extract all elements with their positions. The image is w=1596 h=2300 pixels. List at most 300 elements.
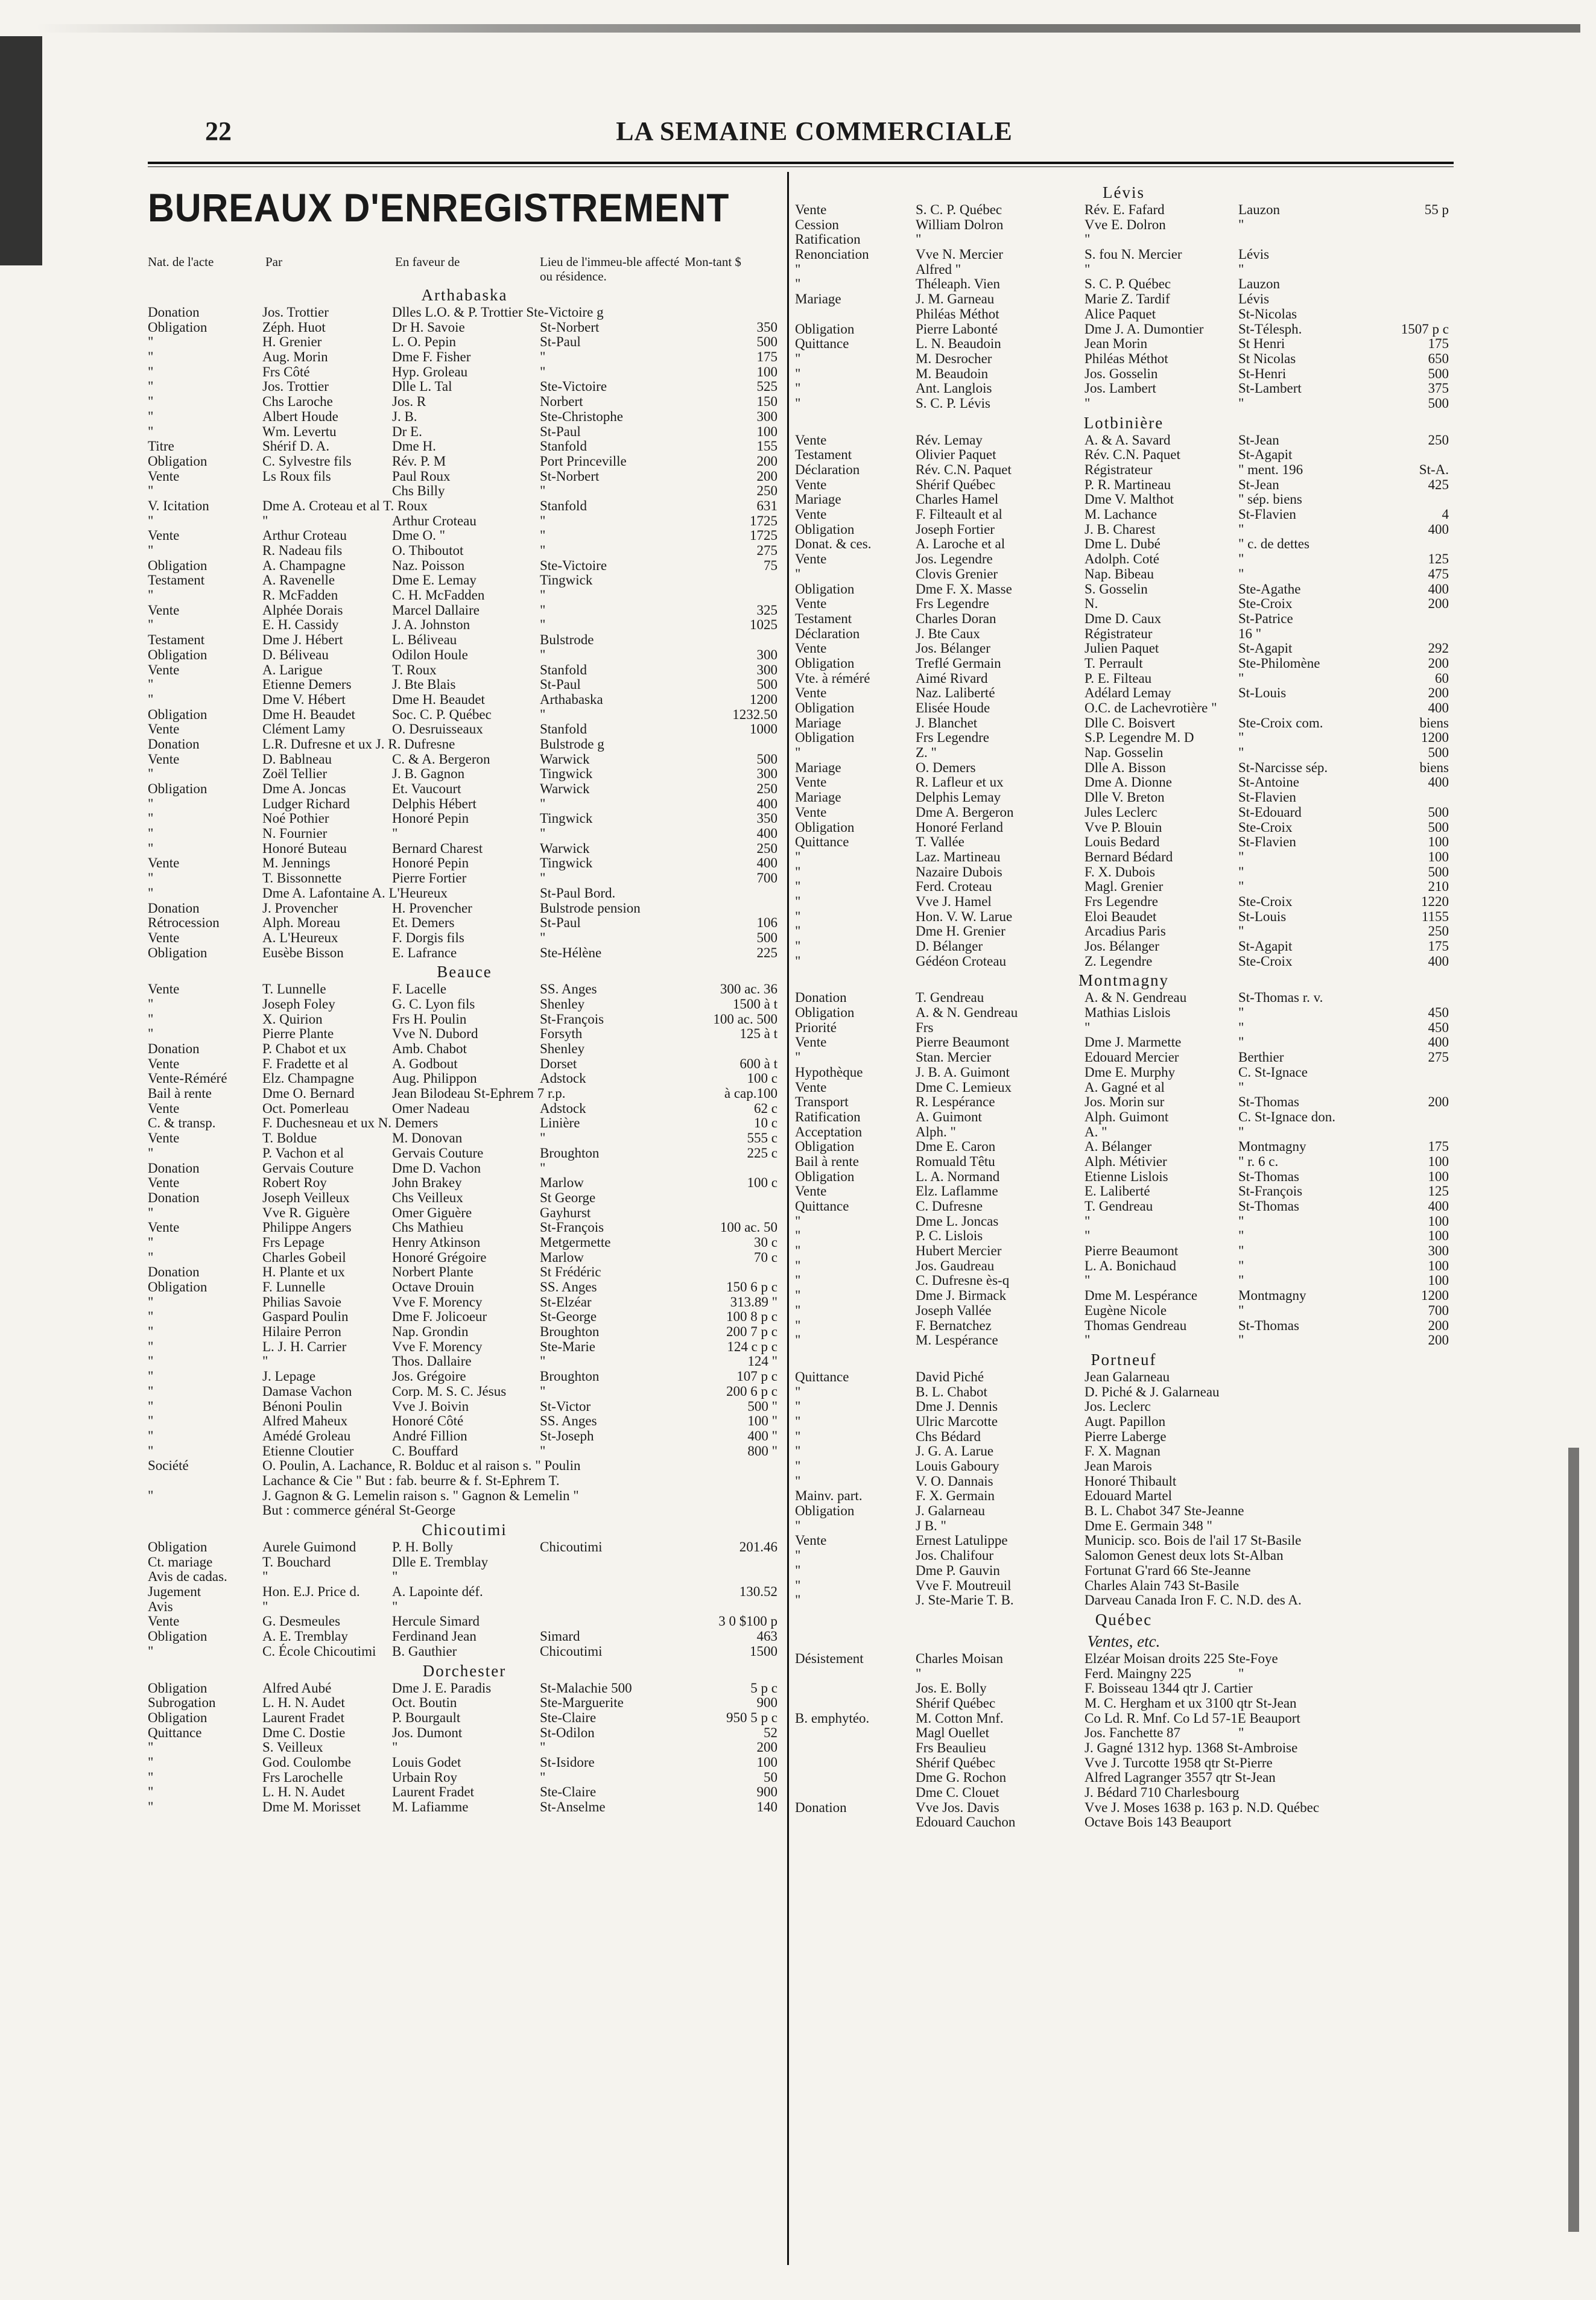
amount: 600 à t	[739, 1056, 777, 1071]
amount: 500	[1428, 366, 1449, 381]
location: St-Louis	[1238, 908, 1287, 924]
act-type: "	[148, 543, 154, 558]
party-by: David Piché	[916, 1369, 984, 1384]
party-favour: Jos. Leclerc	[1085, 1399, 1151, 1415]
act-type: "	[148, 1799, 154, 1814]
location: "	[1238, 923, 1244, 939]
amount	[691, 1206, 781, 1221]
party-by: Vve F. Moutreuil	[916, 1577, 1012, 1593]
location	[1238, 1474, 1398, 1489]
location: "	[540, 706, 546, 722]
amount: 400	[1428, 1199, 1449, 1214]
registry-entry	[795, 1319, 1452, 1334]
party-favour: Dlle E. Tremblay	[392, 1554, 489, 1570]
registry-entry	[795, 1385, 1452, 1400]
registry-entry	[795, 1726, 1452, 1741]
party-by: Alph. Moreau	[262, 915, 341, 931]
act-type: "	[795, 939, 801, 954]
act-type: Vente	[795, 1183, 827, 1199]
location: Simard	[540, 1629, 580, 1644]
act-type: "	[148, 870, 154, 886]
party-by: A. E. Tremblay	[262, 1629, 348, 1644]
party-by: Elz. Champagne	[262, 1071, 355, 1086]
act-type: Donation	[148, 736, 200, 752]
party-favour: Dme L. Dubé	[1085, 536, 1161, 552]
district-title: Beauce	[437, 963, 492, 981]
registry-entry	[795, 1095, 1452, 1110]
party-favour: Jos. Dumont	[392, 1725, 463, 1740]
act-type: "	[795, 1288, 801, 1304]
party-favour: A. & A. Savard	[1085, 432, 1171, 448]
registry-entry	[148, 1071, 781, 1086]
party-by: Dme H. Beaudet	[262, 706, 355, 722]
registry-entry	[795, 1815, 1452, 1830]
amount: 1155	[1421, 908, 1449, 924]
registry-entry	[795, 1139, 1452, 1155]
party-favour: Urbain Roy	[392, 1769, 457, 1785]
registry-entry	[795, 641, 1452, 656]
location: St-Antoine	[1238, 775, 1299, 790]
act-type: Hypothèque	[795, 1064, 863, 1080]
amount: 275	[1428, 1050, 1449, 1065]
registry-entry	[795, 1563, 1452, 1579]
act-type: Vente	[795, 775, 827, 790]
party-by: Shérif D. A.	[262, 439, 330, 454]
location: Berthier	[1238, 1050, 1284, 1065]
registry-entry	[795, 1756, 1452, 1771]
act-type: "	[795, 1473, 801, 1489]
registry-entry	[148, 1191, 781, 1206]
party-favour: Vve P. Blouin	[1085, 819, 1162, 835]
registry-entry	[795, 910, 1452, 925]
amount	[1398, 1593, 1452, 1608]
act-type: Vente	[148, 468, 180, 484]
party-favour: Pierre Laberge	[1085, 1428, 1167, 1444]
act-type: "	[148, 1383, 154, 1399]
amount: 300 ac. 36	[720, 981, 777, 997]
act-type: "	[795, 276, 801, 292]
party-by: "	[916, 232, 922, 247]
location: St-Patrice	[1238, 610, 1293, 626]
party-by: Dme A. Joncas	[262, 781, 346, 796]
amount: 100	[1428, 1153, 1449, 1169]
amount: 450	[1428, 1005, 1449, 1021]
amount: 100	[1428, 1168, 1449, 1184]
location	[540, 305, 691, 320]
party-favour: Adélard Lemay	[1085, 685, 1171, 701]
party-favour	[392, 1489, 540, 1504]
party-favour: Darveau Canada Iron F. C. N.D. des A.	[1085, 1592, 1302, 1608]
act-type: "	[795, 261, 801, 277]
party-by: Frs Beaulieu	[916, 1740, 986, 1755]
party-by: J. B. A. Guimont	[916, 1064, 1010, 1080]
party-by: L. H. N. Audet	[262, 1784, 345, 1800]
party-by: Dme P. Gauvin	[916, 1562, 1000, 1578]
party-favour: Jos. R	[392, 394, 426, 410]
party-favour: A. "	[1085, 1124, 1107, 1139]
location	[1238, 1815, 1398, 1830]
amount	[691, 1503, 781, 1518]
amount: 200	[1428, 685, 1449, 701]
party-favour: Laurent Fradet	[392, 1784, 475, 1800]
party-by: L.R. Dufresne et ux J. R. Dufresne	[262, 736, 455, 752]
party-by: Dme C. Clouet	[916, 1785, 999, 1801]
amount: 4	[1442, 507, 1449, 522]
act-type: Donation	[148, 1160, 200, 1176]
party-favour: A. & N. Gendreau	[1085, 990, 1187, 1006]
location: Ste-Agathe	[1238, 581, 1301, 597]
amount	[1398, 1065, 1452, 1080]
location: Warwick	[540, 781, 590, 796]
party-favour: B. Gauthier	[392, 1643, 457, 1659]
registry-entry	[148, 1042, 781, 1057]
registry-entry	[148, 737, 781, 752]
party-favour: S. fou N. Mercier	[1085, 247, 1182, 262]
act-type: "	[795, 1273, 801, 1288]
registry-entry	[795, 939, 1452, 954]
location: Norbert	[540, 394, 583, 410]
act-type: "	[148, 1428, 154, 1443]
amount: 62 c	[754, 1100, 777, 1116]
party-favour: Eloi Beaudet	[1085, 908, 1157, 924]
location: Dorset	[540, 1056, 577, 1071]
location: "	[540, 528, 546, 543]
registry-entry	[795, 1801, 1452, 1816]
amount: 175	[756, 349, 777, 365]
party-by: Ernest Latulippe	[916, 1533, 1008, 1548]
registry-entry	[795, 746, 1452, 761]
registry-entry	[795, 292, 1452, 307]
amount: 250	[1428, 923, 1449, 939]
party-by: Dme A. Croteau et al T. Roux	[262, 498, 428, 513]
act-type: Vente	[795, 641, 827, 656]
registry-entry	[148, 1785, 781, 1800]
location: Ste-Claire	[540, 1784, 597, 1800]
amount	[691, 1600, 781, 1615]
party-by: But : commerce général St-George	[262, 1503, 456, 1518]
scan-edge-top	[36, 24, 1580, 33]
act-type: Obligation	[148, 557, 207, 573]
party-by: Vve J. Hamel	[916, 893, 992, 909]
party-favour: Octave Drouin	[392, 1279, 475, 1294]
registry-entry	[148, 1012, 781, 1027]
registry-entry	[795, 1533, 1452, 1548]
registry-entry	[148, 410, 781, 425]
party-favour: Nap. Grondin	[392, 1324, 469, 1340]
party-favour: P. E. Filteau	[1085, 670, 1152, 686]
act-type: "	[795, 1518, 801, 1533]
act-type: Vte. à réméré	[795, 670, 870, 686]
party-favour: S.P. Legendre M. D	[1085, 730, 1194, 746]
act-type: Donation	[148, 1190, 200, 1205]
amount	[1398, 990, 1452, 1006]
location	[1238, 1741, 1398, 1756]
amount	[1398, 1444, 1452, 1459]
registry-entry	[148, 1280, 781, 1295]
location: St-Thomas r. v.	[1238, 990, 1323, 1006]
registry-entry	[795, 954, 1452, 969]
registry-entry	[148, 1354, 781, 1369]
party-favour: Dme M. Lespérance	[1085, 1288, 1198, 1304]
party-favour: Vve F. Morency	[392, 1294, 483, 1310]
party-favour: "	[1085, 1228, 1091, 1244]
registry-entry	[148, 1540, 781, 1555]
act-type: "	[148, 1026, 154, 1042]
act-type: "	[795, 1562, 801, 1578]
amount: 450	[1428, 1019, 1449, 1035]
location: Ste-Croix	[1238, 819, 1293, 835]
party-favour: L. O. Pepin	[392, 334, 457, 350]
location: St-Flavien	[1238, 834, 1296, 850]
act-type	[795, 1785, 916, 1801]
act-type: "	[148, 996, 154, 1012]
party-favour: M. Donovan	[392, 1130, 463, 1146]
registry-entry	[795, 1304, 1452, 1319]
registry-entry	[795, 1288, 1452, 1304]
act-type	[795, 307, 916, 322]
amount	[691, 1459, 781, 1474]
location	[1238, 1519, 1398, 1534]
party-by: Amédé Groleau	[262, 1428, 351, 1443]
location: "	[1238, 1079, 1244, 1095]
act-type: "	[795, 1443, 801, 1459]
act-type: V. Icitation	[148, 498, 209, 513]
party-favour: Alph. Métivier	[1085, 1153, 1167, 1169]
party-by: Honoré Buteau	[262, 840, 347, 856]
amount: 700	[756, 870, 777, 886]
act-type: "	[148, 1234, 154, 1250]
location: "	[1238, 670, 1244, 686]
act-type: "	[148, 796, 154, 811]
location: St-Norbert	[540, 319, 600, 335]
party-by: Alfred "	[916, 261, 961, 277]
amount: 555 c	[747, 1130, 777, 1146]
registry-entry	[795, 1050, 1452, 1065]
location: Tingwick	[540, 811, 593, 826]
location	[1238, 1681, 1398, 1696]
party-favour: Jean Galarneau	[1085, 1369, 1170, 1384]
party-by: Dme F. X. Masse	[916, 581, 1012, 597]
party-by: F. Fradette et al	[262, 1056, 349, 1071]
amount: 500	[756, 930, 777, 945]
party-by: Zéph. Huot	[262, 319, 326, 335]
party-favour: Oct. Boutin	[392, 1695, 457, 1711]
act-type: Mainv. part.	[795, 1488, 863, 1504]
act-type: "	[148, 423, 154, 439]
party-by: "	[262, 513, 268, 528]
registry-entry	[795, 671, 1452, 686]
location	[540, 1570, 691, 1585]
amount: biens	[1419, 759, 1449, 775]
registry-entry	[795, 597, 1452, 612]
amount: 100	[1428, 1213, 1449, 1229]
location: "	[540, 1160, 546, 1176]
act-type: "	[148, 588, 154, 603]
party-favour: Jos. Morin sur	[1085, 1094, 1165, 1110]
amount: 225 c	[747, 1145, 777, 1161]
act-type: "	[148, 826, 154, 841]
amount: 1232.50	[732, 706, 777, 722]
registry-entry	[795, 1489, 1452, 1504]
registry-entry	[795, 1593, 1452, 1608]
party-by: R. Nadeau fils	[262, 543, 343, 558]
party-favour: A. Godbout	[392, 1056, 458, 1071]
registry-entry	[795, 701, 1452, 716]
location	[1238, 1652, 1398, 1667]
party-by: Shérif Québec	[916, 1695, 996, 1711]
act-type: "	[795, 1332, 801, 1348]
act-type: Obligation	[795, 655, 855, 671]
registry-entry	[148, 1585, 781, 1600]
amount	[1398, 218, 1452, 233]
party-favour: Co Ld. R. Mnf. Co Ld 57-1E Beauport	[1085, 1710, 1300, 1726]
location: "	[540, 1354, 546, 1369]
registry-entry	[795, 1548, 1452, 1563]
location: "	[540, 930, 546, 945]
party-by: A. Larigue	[262, 662, 323, 677]
amount: St-A.	[1419, 462, 1449, 477]
location	[1238, 1770, 1398, 1785]
act-type: "	[795, 1302, 801, 1318]
amount	[1398, 1489, 1452, 1504]
amount: 1200	[1421, 730, 1449, 746]
party-by: Louis Gaboury	[916, 1459, 999, 1474]
amount	[1398, 1533, 1452, 1548]
amount	[1398, 790, 1452, 805]
scan-edge-left	[0, 36, 42, 265]
party-favour: Naz. Poisson	[392, 557, 465, 573]
party-by: M. Lespérance	[916, 1332, 998, 1348]
party-by: God. Coulombe	[262, 1754, 351, 1770]
registry-entry	[148, 454, 781, 469]
party-by: "	[262, 1569, 268, 1585]
party-by: Frs	[916, 1019, 934, 1035]
registry-entry	[148, 782, 781, 797]
party-by: G. Desmeules	[262, 1614, 341, 1629]
act-type: Obligation	[148, 1629, 207, 1644]
registry-entry	[795, 352, 1452, 367]
party-by: Rév. Lemay	[916, 432, 983, 448]
party-favour: L. A. Bonichaud	[1085, 1258, 1177, 1273]
registry-entry	[148, 528, 781, 543]
party-favour: Omer Nadeau	[392, 1100, 470, 1116]
party-by: S. C. P. Lévis	[916, 395, 990, 411]
registry-entry	[795, 790, 1452, 805]
amount: 650	[1428, 350, 1449, 366]
amount	[1398, 537, 1452, 552]
party-by: Frs Legendre	[916, 596, 989, 612]
amount: 200	[1428, 655, 1449, 671]
party-by: Dme V. Hébert	[262, 691, 346, 707]
location: St Henri	[1238, 336, 1285, 352]
party-favour: Edouard Mercier	[1085, 1050, 1179, 1065]
location: " c. de dettes	[1238, 536, 1309, 552]
district-title: Portneuf	[1091, 1350, 1157, 1369]
location: St-Télesph.	[1238, 321, 1302, 337]
act-type: "	[795, 1592, 801, 1608]
party-favour: Vve F. Morency	[392, 1338, 483, 1354]
amount: 100 ac. 50	[720, 1220, 777, 1235]
act-type: Donation	[148, 900, 200, 916]
amount: 100	[756, 364, 777, 379]
amount	[1398, 1770, 1452, 1785]
party-by: Nazaire Dubois	[916, 864, 1002, 879]
location: Shenley	[540, 1041, 585, 1056]
amount: 700	[1428, 1302, 1449, 1318]
amount: 100	[1428, 834, 1449, 850]
location: Ste-Marie	[540, 1338, 595, 1354]
act-type	[795, 1756, 916, 1771]
act-type: "	[795, 953, 801, 969]
amount	[1398, 1474, 1452, 1489]
party-favour	[392, 886, 540, 901]
location	[1238, 1593, 1398, 1608]
party-favour: Rév. P. M	[392, 453, 446, 469]
registry-entry	[148, 633, 781, 648]
location: Adstock	[540, 1100, 586, 1116]
party-by: L. J. H. Carrier	[262, 1338, 347, 1354]
district-title: Chicoutimi	[422, 1521, 507, 1539]
party-by: Aurele Guimond	[262, 1539, 356, 1554]
party-favour: Vve J. Boivin	[392, 1398, 469, 1414]
party-favour: T. Gendreau	[1085, 1199, 1153, 1214]
act-type: "	[148, 1754, 154, 1770]
party-by: Pierre Beaumont	[916, 1034, 1010, 1050]
party-by: Eusèbe Bisson	[262, 945, 344, 960]
act-type: Avis de cadas.	[148, 1569, 227, 1585]
act-type: "	[148, 513, 154, 528]
registry-entry	[148, 1570, 781, 1585]
act-type: Testament	[795, 447, 852, 463]
party-favour: Dlle A. Bisson	[1085, 759, 1166, 775]
party-favour: F. X. Dubois	[1085, 864, 1156, 879]
amount: 463	[756, 1629, 777, 1644]
registry-entry	[795, 1415, 1452, 1430]
amount: 1725	[750, 513, 777, 528]
party-by: A. Guimont	[916, 1109, 982, 1124]
act-type	[795, 1815, 916, 1830]
location: "	[1238, 521, 1244, 537]
amount	[1398, 1504, 1452, 1519]
amount: 500	[756, 334, 777, 350]
party-by: Jos. E. Bolly	[916, 1681, 987, 1696]
party-favour: Z. Legendre	[1085, 953, 1153, 969]
amount	[1398, 307, 1452, 322]
party-favour	[392, 1474, 540, 1489]
column-headers	[148, 255, 781, 284]
party-by: Dme C. Dostie	[262, 1725, 346, 1740]
registry-entry	[148, 1644, 781, 1659]
act-type	[148, 1503, 262, 1518]
registry-entry	[148, 1414, 781, 1429]
party-favour: Jean Bilodeau St-Ephrem 7 r.p.	[392, 1086, 566, 1101]
registry-entry	[795, 1459, 1452, 1474]
act-type: Obligation	[148, 647, 207, 662]
party-favour: Nap. Gosselin	[1085, 745, 1164, 761]
party-by: J. Bte Caux	[916, 626, 980, 641]
scan-edge-right	[1568, 1448, 1579, 2232]
amount: 475	[1428, 566, 1449, 581]
location: Shenley	[540, 996, 585, 1012]
amount: 52	[764, 1725, 777, 1740]
party-favour: J. A. Johnston	[392, 617, 470, 633]
party-by: M. Cotton Mnf.	[916, 1710, 1004, 1726]
amount: 70 c	[754, 1249, 777, 1265]
party-favour: Pierre Beaumont	[1085, 1243, 1179, 1259]
party-favour: Dme D. Vachon	[392, 1160, 481, 1176]
party-by: R. Lespérance	[916, 1094, 995, 1110]
location	[1238, 1385, 1398, 1400]
